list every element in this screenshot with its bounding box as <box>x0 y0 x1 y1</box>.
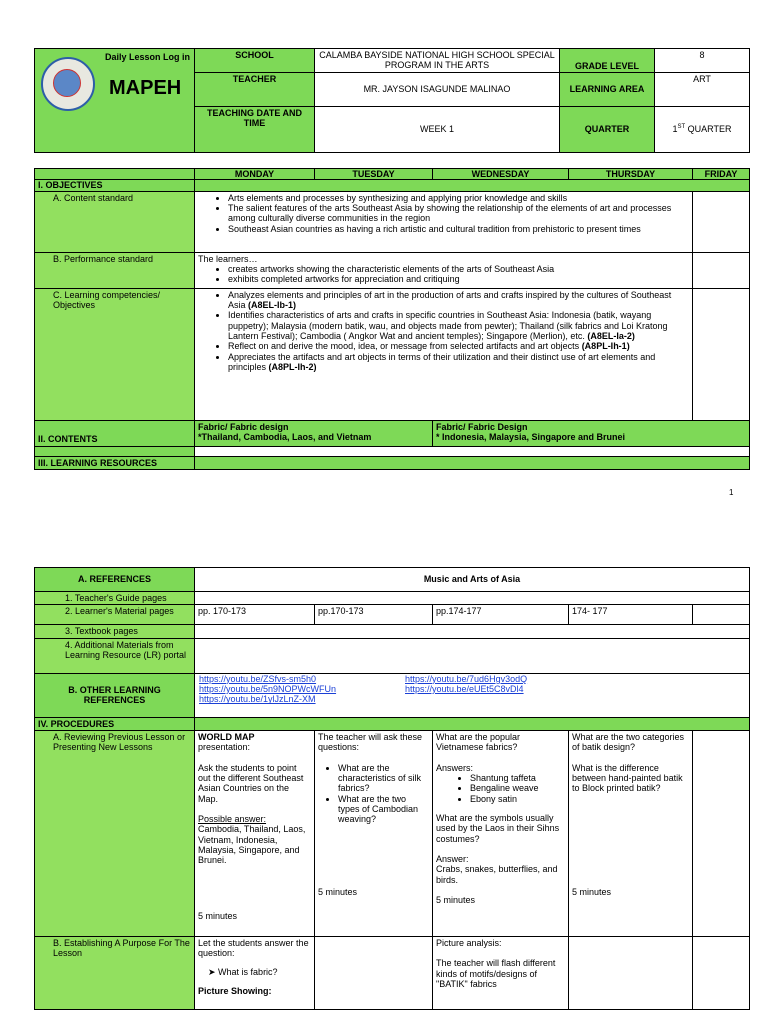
deped-seal-icon <box>41 57 95 111</box>
competency-item: • Analyzes elements and principles of art in the production of arts and crafts inspired by the cultures of Southeast Asia (A8EL-Ib-1) <box>228 290 689 311</box>
day-wednesday: WEDNESDAY <box>433 169 569 180</box>
tb-label: 3. Textbook pages <box>35 625 195 638</box>
teacher-value: MR. JAYSON ISAGUNDE MALINAO <box>315 73 560 107</box>
lm-wednesday: pp.174-177 <box>433 605 569 625</box>
youtube-link[interactable]: https://youtu.be/ZSfvs-sm5h0 <box>199 673 317 684</box>
youtube-link[interactable]: https://youtu.be/eUEt5C8vDl4 <box>405 684 524 695</box>
procedure-b-monday: Let the students answer the question: ➤ What is fabric? Picture Showing: <box>195 937 315 1010</box>
competencies-cell <box>195 288 693 420</box>
competency-item: • Reflect on and derive the mood, idea, or message from selected artifacts and art objects (A8PL-Ih-1) <box>228 341 689 351</box>
day-tuesday: TUESDAY <box>315 169 433 180</box>
lm-label: 2. Learner's Material pages <box>35 605 195 625</box>
procedure-b-wednesday: Picture analysis: The teacher will flash different kinds of motifs/designs of "BATIK" fabrics <box>433 937 569 1010</box>
additional-materials-label: 4. Additional Materials from Learning Resource (LR) portal <box>35 638 195 673</box>
tg-label: 1. Teacher's Guide pages <box>35 592 195 605</box>
grade-value: 8 <box>655 49 750 73</box>
subject-title: MAPEH <box>109 77 182 99</box>
procedures-table <box>34 567 750 1010</box>
performance-standard-label: B. Performance standard <box>35 252 195 288</box>
book-title: Music and Arts of Asia <box>195 568 750 592</box>
content-standard-label: A. Content standard <box>35 191 195 252</box>
page-number: 1 <box>729 488 734 497</box>
contents-col1: Fabric/ Fabric design *Thailand, Cambodia, Laos, and Vietnam <box>195 420 433 446</box>
competencies-label: C. Learning competencies/ Objectives <box>35 288 195 420</box>
date-label: TEACHING DATE AND TIME <box>195 107 315 153</box>
lm-tuesday: pp.170-173 <box>315 605 433 625</box>
competency-item: • Appreciates the artifacts and art objects in terms of their utilization and their distinct use of art elements and principles (A8PL-Ih-2) <box>228 352 689 373</box>
procedure-a-thursday: What are the two categories of batik design? What is the difference between hand-painted batik to Block printed batik? 5 minutes <box>569 731 693 937</box>
procedure-a-monday: WORLD MAP presentation: Ask the students to point out the different Southeast Asian Countries on the Map. Possible answer: Cambodia, Thailand, Laos, Vietnam, Indonesia, Malaysia, Singapore, and Brunei. 5 minutes <box>195 731 315 937</box>
grade-label: GRADE LEVEL <box>560 49 655 73</box>
youtube-link[interactable]: https://youtu.be/7ud6Hgv3odQ <box>405 673 528 684</box>
day-monday: MONDAY <box>195 169 315 180</box>
objectives-title: I. OBJECTIVES <box>35 180 195 191</box>
area-label: LEARNING AREA <box>560 73 655 107</box>
content-item: • The salient features of the arts Southeast Asia by showing the relationship of the elements of art and processes among culturally diverse communities in the region <box>228 203 689 224</box>
performance-item: • exhibits completed artworks for appreciation and critiquing <box>228 274 689 284</box>
youtube-link[interactable]: https://youtu.be/5n9NOPWcWFUn <box>199 684 337 695</box>
competency-item: • Identifies characteristics of arts and crafts in specific countries in Southeast Asia: Indonesia (batik, wayang puppetry); Malaysia (modern batik, wau, and objects made from pewter); Thailand (silk fabrics and Loi Kratong Lantern Festival); Cambodia ( Angkor Wat and ancient temples); Singapore (Merlion), etc. (A8EL-Ia-2) <box>228 310 689 341</box>
quarter-label: QUARTER <box>560 107 655 153</box>
lm-thursday: 174- 177 <box>569 605 693 625</box>
youtube-link[interactable]: https://youtu.be/1ylJzLnZ-XM <box>199 694 316 705</box>
day-friday: FRIDAY <box>693 169 750 180</box>
school-label: SCHOOL <box>195 49 315 73</box>
content-item: • Southeast Asian countries as having a rich artistic and cultural tradition from prehistoric to present times <box>228 224 689 234</box>
resources-title: III. LEARNING RESOURCES <box>35 456 195 469</box>
teacher-label: TEACHER <box>195 73 315 107</box>
objectives-table <box>34 168 750 470</box>
lm-monday: pp. 170-173 <box>195 605 315 625</box>
quarter-value: 1ST QUARTER <box>655 107 750 153</box>
references-title: A. REFERENCES <box>35 568 195 592</box>
procedure-b-label: B. Establishing A Purpose For The Lesson <box>35 937 195 1010</box>
date-value: WEEK 1 <box>315 107 560 153</box>
content-item: • Arts elements and processes by synthesizing and applying prior knowledge and skills <box>228 193 689 203</box>
day-thursday: THURSDAY <box>569 169 693 180</box>
header-table <box>34 48 750 153</box>
performance-standard-cell: The learners… • creates artworks showing the characteristic elements of the arts of Southeast Asia • exhibits completed artworks for appreciation and critiquing <box>195 252 693 288</box>
links-cell <box>195 673 750 717</box>
procedures-title: IV. PROCEDURES <box>35 717 195 730</box>
dll-label: Daily Lesson Log in <box>104 52 190 62</box>
procedure-a-tuesday: The teacher will ask these questions: • What are the characteristics of silk fabrics? • What are the two types of Cambodian weaving? 5 minutes <box>315 731 433 937</box>
school-value: CALAMBA BAYSIDE NATIONAL HIGH SCHOOL SPECIAL PROGRAM IN THE ARTS <box>315 49 560 73</box>
area-value: ART <box>655 73 750 107</box>
performance-item: • creates artworks showing the characteristic elements of the arts of Southeast Asia <box>228 264 689 274</box>
procedure-a-wednesday: What are the popular Vietnamese fabrics? Answers: • Shantung taffeta • Bengaline weave • Ebony satin What are the symbols usually used by the Laos in their Sihns costumes? Answer: Crabs, snakes, butterflies, and birds. 5 minutes <box>433 731 569 937</box>
other-references-label: B. OTHER LEARNING REFERENCES <box>35 673 195 717</box>
header-logo-cell <box>35 49 195 153</box>
contents-title: II. CONTENTS <box>35 420 195 446</box>
content-standard-cell <box>195 191 693 252</box>
contents-col2: Fabric/ Fabric Design * Indonesia, Malaysia, Singapore and Brunei <box>433 420 750 446</box>
procedure-a-label: A. Reviewing Previous Lesson or Presenting New Lessons <box>35 731 195 937</box>
